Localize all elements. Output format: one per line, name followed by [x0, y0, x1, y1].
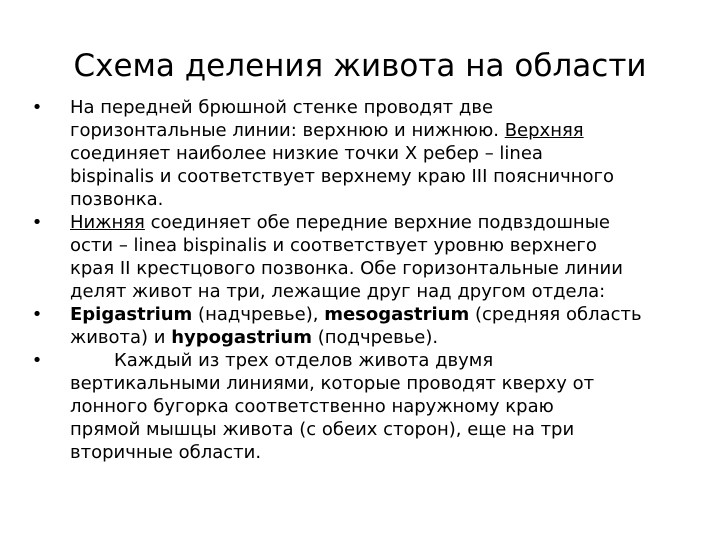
- bullet-3-text-b: (средняя область: [469, 304, 642, 325]
- bullet-2-line-2: ости – linea bispinalis и соответствует уровню верхнего: [70, 235, 597, 256]
- bullet-3-text-c: живота) и: [70, 327, 172, 348]
- bullet-2-line-3: края II крестцового позвонка. Обе горизонтальные линии: [70, 258, 623, 279]
- slide-title: Схема деления живота на области: [73, 48, 647, 84]
- bullet-list: [27, 96, 695, 464]
- bullet-3-text-a: (надчревье),: [192, 304, 325, 325]
- term-mesogastrium: mesogastrium: [324, 304, 470, 325]
- bullet-3-line-1: [70, 303, 695, 326]
- bullet-3-line-2: [70, 326, 695, 349]
- bullet-marker: •: [31, 212, 43, 233]
- bullet-2-line-1: [70, 211, 695, 234]
- bullet-4-line-4: прямой мышцы живота (с обеих сторон), еще на три: [70, 419, 575, 440]
- bullet-1-line-4: bispinalis и соответствует верхнему краю III поясничного: [70, 166, 614, 187]
- bullet-1-line-5: позвонка.: [70, 189, 164, 210]
- lower-line-term: Нижняя: [70, 212, 145, 233]
- bullet-2-line-1-text: соединяет обе передние верхние подвздошные: [144, 212, 610, 233]
- bullet-2-line-4: делят живот на три, лежащие друг над другом отдела:: [70, 281, 606, 302]
- bullet-item-1: [27, 96, 695, 211]
- bullet-3-text-d: (подчревье).: [311, 327, 439, 348]
- bullet-item-4: [27, 349, 695, 464]
- bullet-item-2: [27, 211, 695, 303]
- bullet-4-line-5: вторичные области.: [70, 442, 262, 463]
- bullet-4-line-2: вертикальными линиями, которые проводят кверху от: [70, 373, 595, 394]
- bullet-4-line-1-text: Каждый из трех отделов живота двумя: [114, 350, 494, 371]
- bullet-1-line-1: На передней брюшной стенке проводят две: [70, 97, 494, 118]
- bullet-1-line-2-text: горизонтальные линии: верхнюю и нижнюю.: [70, 120, 505, 141]
- term-epigastrium: Epigastrium: [70, 304, 193, 325]
- bullet-marker: •: [31, 350, 43, 371]
- bullet-1-line-3: соединяет наиболее низкие точки X ребер – linea: [70, 143, 543, 164]
- bullet-marker: •: [31, 97, 43, 118]
- bullet-marker: •: [31, 304, 43, 325]
- bullet-1-line-2: [70, 119, 695, 142]
- bullet-4-line-1: [70, 349, 695, 372]
- term-hypogastrium: hypogastrium: [171, 327, 312, 348]
- upper-line-term: Верхняя: [504, 120, 584, 141]
- bullet-4-line-3: лонного бугорка соответственно наружному краю: [70, 396, 554, 417]
- bullet-item-3: [27, 303, 695, 349]
